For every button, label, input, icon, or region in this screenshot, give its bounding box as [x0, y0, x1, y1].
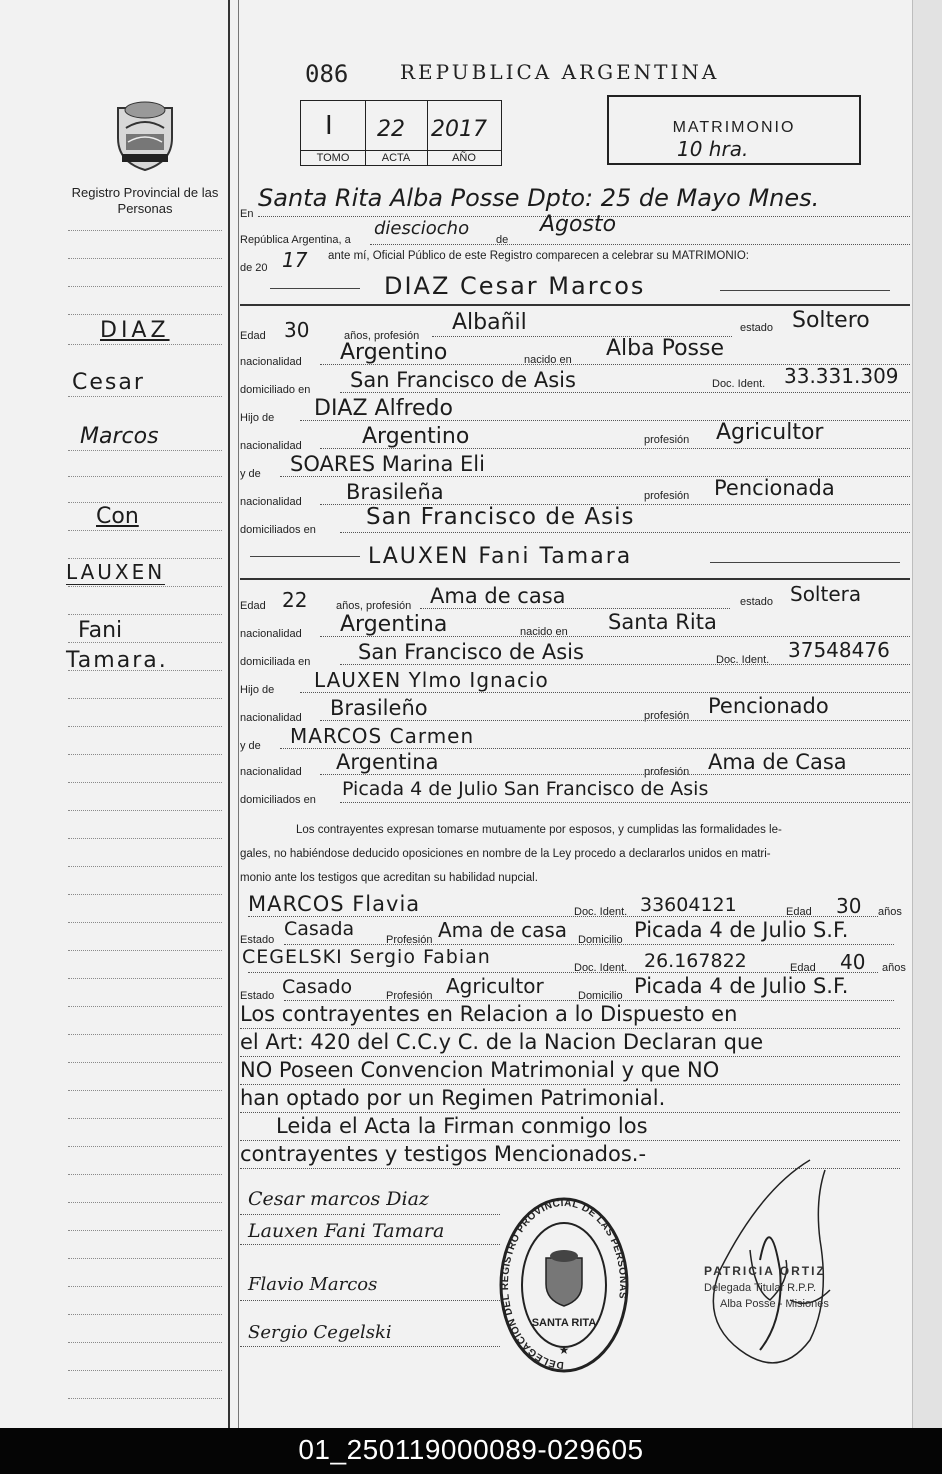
witness-edad-label: Edad: [790, 962, 816, 974]
groom-full-name: DIAZ Cesar Marcos: [384, 272, 646, 300]
groom-padre-prof-label: profesión: [644, 434, 690, 446]
margin-line: [68, 1230, 222, 1231]
margin-line: [68, 922, 222, 923]
bride-padre-nac: Brasileño: [330, 696, 428, 720]
line: [340, 802, 910, 803]
groom-madre-prof: Pencionada: [714, 476, 835, 500]
margin-name: Marcos: [80, 424, 159, 449]
witness-domicilio-label: Domicilio: [578, 990, 623, 1002]
bride-edad-label: Edad: [240, 600, 266, 612]
bride-madre-nac: Argentina: [336, 750, 439, 774]
tomo-acta-ano-box: [300, 100, 502, 166]
groom-separator: [240, 304, 910, 306]
page-edge: [912, 0, 942, 1428]
margin-line: [68, 978, 222, 979]
bride-madre-prof-label: profesión: [644, 766, 690, 778]
line: [320, 448, 910, 449]
bride-domiciliada-label: domiciliada en: [240, 656, 311, 668]
bride-padre: LAUXEN Ylmo Ignacio: [314, 668, 549, 692]
witness-doc: 26.167822: [644, 950, 747, 972]
bride-nacido-label: nacido en: [520, 626, 568, 638]
witness-profesion: Agricultor: [446, 974, 544, 998]
line: [248, 972, 878, 973]
line: [320, 720, 910, 721]
witness-name: MARCOS Flavia: [248, 892, 421, 916]
witness-edad-label: Edad: [786, 906, 812, 918]
matrimonio-box: [607, 95, 861, 165]
margin-line: [68, 1258, 222, 1259]
margin-line: [68, 1034, 222, 1035]
groom-domicilio: San Francisco de Asis: [350, 368, 576, 392]
margin-line: [68, 530, 222, 531]
margin-line: [68, 1342, 222, 1343]
witness-estado-label: Estado: [240, 990, 275, 1002]
registry-name: Registro Provincial de las Personas: [71, 185, 219, 216]
groom-madre: SOARES Marina Eli: [290, 452, 485, 476]
witness-doc-label: Doc. Ident.: [574, 906, 628, 918]
signature-line: [240, 1214, 500, 1215]
margin-rule: [228, 0, 230, 1428]
groom-padre-prof: Agricultor: [716, 420, 824, 445]
anio-cell: [427, 101, 501, 165]
groom-anos-profesion: años, profesión: [344, 330, 420, 342]
svg-text:★: ★: [558, 1343, 570, 1357]
groom-padres-dom: San Francisco de Asis: [366, 504, 635, 530]
margin-line: [68, 950, 222, 951]
line: [320, 636, 910, 637]
bride-yde-label: y de: [240, 740, 261, 752]
anio-label: AÑO: [427, 150, 501, 165]
notes-line: contrayentes y testigos Mencionados.-: [240, 1142, 647, 1166]
act-type: MATRIMONIO: [672, 119, 796, 136]
margin-line: [68, 502, 222, 503]
line: [240, 1084, 900, 1085]
margin-line: [68, 1174, 222, 1175]
document-title: REPUBLICA ARGENTINA: [400, 60, 720, 84]
groom-edad: 30: [284, 318, 310, 342]
de-label: de: [496, 234, 509, 246]
bride-estado-label: estado: [740, 596, 774, 608]
en-label: En: [240, 208, 254, 220]
margin-name: Cesar: [72, 370, 145, 395]
margin-line: [68, 614, 222, 615]
witness-domicilio-label: Domicilio: [578, 934, 623, 946]
witness-domicilio: Picada 4 de Julio S.F.: [634, 918, 849, 942]
bride-edad: 22: [282, 588, 308, 612]
year-prefix: de 20: [240, 262, 268, 274]
bride-padre-prof: Pencionado: [708, 694, 829, 718]
margin-line: [68, 1370, 222, 1371]
acta-number: 086: [305, 60, 349, 88]
margin-line: [68, 810, 222, 811]
ceremony-day: diesciocho: [374, 218, 470, 239]
groom-doc: 33.331.309: [784, 364, 899, 388]
groom-hijo-label: Hijo de: [240, 412, 275, 424]
notes-line: Leida el Acta la Firman conmigo los: [276, 1114, 648, 1138]
witness-anos-label: años: [882, 962, 906, 974]
witness-anos-label: años: [878, 906, 902, 918]
signature-witness-2: Sergio Cegelski: [248, 1322, 392, 1343]
margin-rule-inner: [238, 0, 239, 1428]
margin-line: [68, 230, 222, 231]
bride-domicilio: San Francisco de Asis: [358, 640, 584, 664]
bride-domiciliados-label: domiciliados en: [240, 794, 316, 806]
notes-line: han optado por un Regimen Patrimonial.: [240, 1086, 666, 1110]
notes-line: el Art: 420 del C.C.y C. de la Nacion Declaran que: [240, 1030, 764, 1054]
groom-profesion: Albañil: [452, 310, 527, 335]
misiones-coat-of-arms-icon: [112, 98, 178, 172]
bride-nacido: Santa Rita: [608, 610, 717, 634]
notes-line: NO Poseen Convencion Matrimonial y que NO: [240, 1058, 720, 1082]
line: [420, 608, 730, 609]
bride-doc-label: Doc. Ident.: [716, 654, 770, 666]
margin-line: [68, 1146, 222, 1147]
margin-line: [68, 476, 222, 477]
witness-edad: 40: [840, 950, 866, 974]
margin-surname-bride: LAUXEN: [66, 560, 166, 584]
legal-line: Los contrayentes expresan tomarse mutuamente por esposos, y cumplidas las formalidades le-: [296, 824, 782, 836]
margin-line: [68, 698, 222, 699]
line: [240, 1140, 900, 1141]
signature-line: [240, 1300, 500, 1301]
bride-madre: MARCOS Carmen: [290, 724, 475, 748]
seal-center-text: SANTA RITA: [531, 1317, 597, 1329]
groom-nacionalidad-label: nacionalidad: [240, 356, 302, 368]
bride-profesion: Ama de casa: [430, 584, 566, 608]
groom-estado-label: estado: [740, 322, 774, 334]
line: [240, 1112, 900, 1113]
margin-line: [68, 1062, 222, 1063]
margin-line: [68, 866, 222, 867]
groom-padre: DIAZ Alfredo: [314, 396, 453, 421]
line: [248, 916, 878, 917]
seal-ring-text: DELEGACION DEL REGISTRO PROVINCIAL DE LAS PERSONAS: [499, 1197, 629, 1371]
margin-line: [68, 1118, 222, 1119]
margin-line: [68, 286, 222, 287]
witness-profesion-label: Profesión: [386, 990, 433, 1002]
signature-line: [240, 1346, 500, 1347]
margin-line: [68, 558, 222, 559]
witness-domicilio: Picada 4 de Julio S.F.: [634, 974, 849, 998]
groom-padre-nac: Argentino: [362, 424, 470, 449]
groom-madre-nac-label: nacionalidad: [240, 496, 302, 508]
margin-line: [68, 894, 222, 895]
republica-label: República Argentina, a: [240, 234, 351, 246]
line: [340, 392, 910, 393]
notes-line: Los contrayentes en Relacion a lo Dispuesto en: [240, 1002, 738, 1026]
acta-cell: [365, 101, 428, 165]
date-line: [370, 244, 910, 245]
bride-madre-prof: Ama de Casa: [708, 750, 847, 774]
margin-line: [68, 344, 222, 345]
margin-line: [68, 1398, 222, 1399]
ceremony-place: Santa Rita Alba Posse Dpto: 25 de Mayo Mnes.: [258, 184, 820, 212]
line: [340, 664, 910, 665]
signature-groom: Cesar marcos Diaz: [248, 1188, 429, 1210]
signature-bride: Lauxen Fani Tamara: [248, 1220, 445, 1242]
witness-estado: Casada: [284, 918, 355, 940]
margin-line: [68, 396, 222, 397]
bride-nacionalidad-label: nacionalidad: [240, 628, 302, 640]
line: [240, 1028, 900, 1029]
signature-line: [240, 1244, 500, 1245]
line: [284, 1000, 894, 1001]
ceremony-hour: 10 hra.: [677, 137, 749, 161]
acta-label: ACTA: [365, 150, 427, 165]
line: [340, 532, 910, 533]
line: [300, 692, 910, 693]
groom-madre-prof-label: profesión: [644, 490, 690, 502]
bride-padre-prof-label: profesión: [644, 710, 690, 722]
bride-hijo-label: Hijo de: [240, 684, 275, 696]
groom-nacido-label: nacido en: [524, 354, 572, 366]
margin-name: Fani: [78, 618, 123, 643]
stamp-line-3: Alba Posse - Misiones: [720, 1298, 829, 1310]
bride-strike: [250, 556, 360, 557]
groom-domiciliados-label: domiciliados en: [240, 524, 316, 536]
bride-padres-dom: Picada 4 de Julio San Francisco de Asis: [342, 778, 709, 800]
registry-seal-icon: [498, 1196, 630, 1374]
bride-anos-profesion: años, profesión: [336, 600, 412, 612]
witness-doc-label: Doc. Ident.: [574, 962, 628, 974]
line: [240, 1056, 900, 1057]
margin-line: [68, 726, 222, 727]
tomo-value: I: [325, 111, 333, 141]
groom-estado: Soltero: [792, 308, 870, 333]
signature-witness-1: Flavio Marcos: [248, 1274, 378, 1295]
bride-nacionalidad: Argentina: [340, 612, 448, 637]
witness-name: CEGELSKI Sergio Fabian: [242, 946, 491, 968]
margin-name: Tamara.: [66, 648, 168, 673]
bride-estado: Soltera: [790, 582, 862, 606]
groom-nacionalidad: Argentino: [340, 340, 448, 365]
groom-edad-label: Edad: [240, 330, 266, 342]
witness-doc: 33604121: [640, 894, 737, 916]
margin-line: [68, 314, 222, 315]
bride-separator: [240, 578, 910, 580]
witness-estado-label: Estado: [240, 934, 275, 946]
tomo-cell: [301, 101, 366, 165]
margin-surname-groom: DIAZ: [100, 318, 170, 343]
witness-estado: Casado: [282, 976, 353, 998]
groom-madre-nac: Brasileña: [346, 480, 444, 504]
groom-nacido: Alba Posse: [606, 336, 725, 361]
legal-line: monio ante los testigos que acreditan su habilidad nupcial.: [240, 872, 538, 884]
groom-padre-nac-label: nacionalidad: [240, 440, 302, 452]
anio-value: 2017: [431, 117, 487, 142]
margin-line: [68, 1006, 222, 1007]
bride-full-name: LAUXEN Fani Tamara: [368, 544, 633, 569]
stamp-line-1: PATRICIA ORTIZ: [704, 1264, 826, 1278]
groom-strike: [270, 288, 360, 289]
groom-yde-label: y de: [240, 468, 261, 480]
margin-line: [68, 782, 222, 783]
margin-line: [68, 586, 222, 587]
margin-line: [68, 1202, 222, 1203]
bride-name-line: [710, 562, 900, 563]
bride-madre-nac-label: nacionalidad: [240, 766, 302, 778]
legal-line: gales, no habiéndose deducido oposiciones en nombre de la Ley procedo a declararlos unidos en matri-: [240, 848, 771, 860]
margin-line: [68, 1090, 222, 1091]
line: [320, 774, 910, 775]
margin-line: [68, 1286, 222, 1287]
margin-line: [68, 838, 222, 839]
bride-padre-nac-label: nacionalidad: [240, 712, 302, 724]
line: [284, 944, 894, 945]
margin-line: [68, 258, 222, 259]
stamp-line-2: Delegada Titular R.P.P.: [704, 1282, 817, 1294]
ante-text: ante mí, Oficial Público de este Registro comparecen a celebrar su MATRIMONIO:: [328, 250, 749, 262]
witness-edad: 30: [836, 894, 862, 918]
margin-connector: Con: [96, 504, 139, 529]
document-footer-code: 01_250119000089-029605: [0, 1428, 942, 1474]
ceremony-month: Agosto: [540, 212, 617, 237]
margin-line: [68, 754, 222, 755]
witness-profesion-label: Profesión: [386, 934, 433, 946]
margin-line: [68, 450, 222, 451]
line: [280, 748, 910, 749]
margin-line: [68, 1314, 222, 1315]
witness-profesion: Ama de casa: [438, 918, 568, 942]
tomo-label: TOMO: [301, 150, 365, 165]
year-suffix: 17: [282, 248, 308, 272]
bride-doc: 37548476: [788, 638, 890, 662]
acta-value: 22: [377, 117, 405, 142]
groom-domiciliado-label: domiciliado en: [240, 384, 311, 396]
groom-doc-label: Doc. Ident.: [712, 378, 766, 390]
groom-name-line: [720, 290, 890, 291]
